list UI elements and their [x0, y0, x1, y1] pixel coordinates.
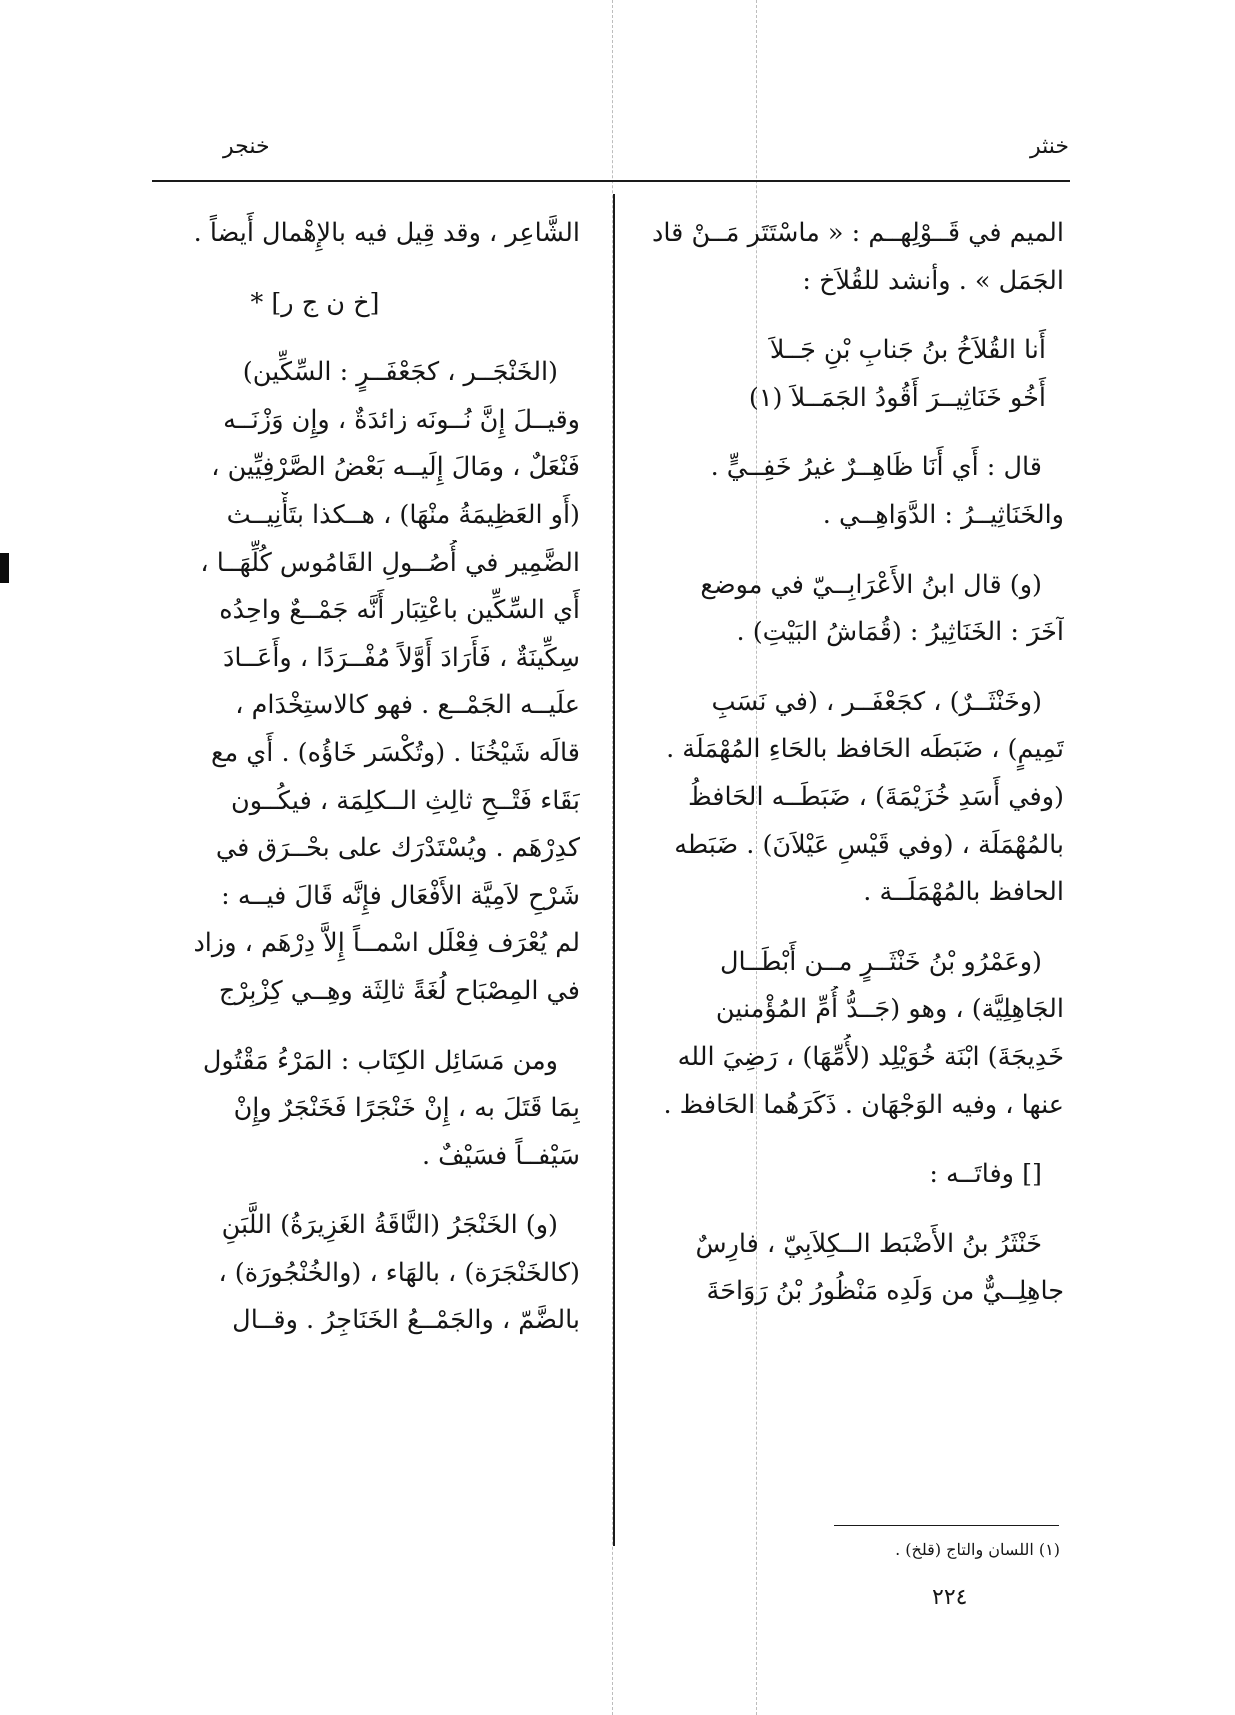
verse-line: أَنا القُلاَخُ بنُ جَنابِ بْنِ جَــلاَ [769, 335, 1046, 366]
column-divider [613, 194, 615, 1546]
paragraph-gap [140, 1016, 580, 1038]
verse-line: أَخُو خَنَاثِيــرَ أَقُودُ الجَمَــلاَ (١) [748, 382, 1046, 413]
text-line: علَيــه الجَمْــع . فهو كالاستِخْدَام ، [235, 690, 580, 721]
text-line: (و) قال ابنُ الأَعْرَابِــيّ في موضع [700, 569, 1042, 600]
text-line: قال : أَي أَنَا ظَاهِــرٌ غيرُ خَفِــيٍّ . [710, 452, 1042, 483]
left-column [140, 210, 580, 1345]
right-column [642, 210, 1064, 1316]
running-header-right: خنثر [1030, 134, 1070, 159]
text-line: شَرْحِ لاَمِيَّة الأَفْعَال فإِنَّه قَالَ فيــه : [221, 880, 580, 911]
text-line: بالضَّمّ ، والجَمْــعُ الخَنَاجِرُ . وقــال [232, 1305, 580, 1336]
text-line: لم يُعْرَف فِعْلَل اسْمــاً إِلاَّ دِرْهَم ، وزاد [193, 928, 580, 959]
text-line: الحافظ بالمُهْمَلَــة . [863, 877, 1064, 908]
text-line: (وخَنْثَــرٌ) ، كجَعْفَــر ، (في نَسَبِ [711, 686, 1042, 717]
text-line: آخَرَ : الخَنَاثِيرُ : (قُمَاشُ البَيْتِ) . [736, 617, 1064, 648]
text-line: (وعَمْرُو بْنُ خَنْثَــرٍ مــن أَبْطَــال [719, 946, 1042, 977]
text-line: سَيْفــاً فسَيْفٌ . [421, 1140, 580, 1171]
text-line: بالمُهْمَلَة ، (وفي قَيْسِ عَيْلاَنَ) . ضَبَطه [674, 829, 1064, 860]
text-line: فَنْعَلٌ ، ومَالَ إِلَيــه بَعْضُ الصَّرْفِيِّين ، [211, 452, 580, 483]
footnote-rule [834, 1525, 1059, 1526]
text-line: بِمَا قَتَلَ به ، إِنْ خَنْجَرًا فَخَنْجَرٌ وإِنْ [233, 1093, 580, 1124]
paragraph-gap [642, 540, 1064, 562]
footnote: (١) اللسان والتاج (قلخ) . [895, 1540, 1060, 1559]
text-line: (و) الخَنْجَرُ (النَّاقَةُ الغَزِيرَةُ) اللَّبَنِ [221, 1210, 558, 1241]
text-line: الجَمَل » . وأنشد للقُلاَخ : [802, 265, 1064, 296]
text-line: أَي السِّكِّين باعْتِبَار أَنَّه جَمْــعٌ واحِدُه [219, 595, 580, 626]
entry-heading: [خ ن ج ر] * [250, 287, 380, 318]
page-number: ٢٢٤ [932, 1585, 968, 1610]
text-line: بَقَاء فَتْــحِ ثالِثِ الــكلِمَة ، فيكُــون [230, 785, 580, 816]
paragraph-gap [642, 1199, 1064, 1221]
paragraph-gap [140, 327, 580, 349]
text-line: في المِصْبَاح لُغَةً ثالِثَة وهِــي كِزْبِرْج [218, 975, 580, 1006]
running-header-left: خنجر [223, 134, 270, 159]
text-line: [] وفاتَــه : [929, 1159, 1042, 1190]
paragraph-gap [642, 1129, 1064, 1151]
text-line: خَنْثَرُ بنُ الأَضْبَط الــكِلاَبِيّ ، فارِسٌ [695, 1228, 1042, 1259]
scan-edge-mark [0, 553, 9, 583]
text-line: الضَّمِير في أُصُــولِ القَامُوس كُلِّهَــا ، [200, 547, 580, 578]
header-rule [152, 180, 1070, 182]
paragraph-gap [642, 422, 1064, 444]
text-line: قالَه شَيْخُنَا . (وتُكْسَر خَاؤُه) . أَي مع [210, 737, 580, 768]
paragraph-gap [642, 305, 1064, 327]
paragraph-gap [642, 657, 1064, 679]
paragraph-gap [642, 917, 1064, 939]
text-line: ومن مَسَائِل الكِتَاب : المَرْءُ مَقْتُول [202, 1045, 558, 1076]
text-line: الميم في قَــوْلِهــم : « ماسْتَتَر مَــنْ قاد [652, 218, 1064, 248]
text-line: تَمِيمٍ) ، ضَبَطَه الحَافظ بالحَاءِ المُهْمَلَة . [666, 734, 1064, 765]
text-line: خَدِيجَةَ) ابْنَة خُوَيْلِد (لأُمِّهَا) ، رَضِيَ الله [677, 1041, 1064, 1072]
text-line: كدِرْهَم . ويُسْتَدْرَك على بحْــرَق في [215, 833, 580, 864]
text-line: عنها ، وفيه الوَجْهَان . ذَكَرَهُما الحَافظ . [663, 1089, 1064, 1120]
text-line: (كالخَنْجَرَة) ، بالهَاء ، (والخُنْجُورَة) ، [218, 1257, 580, 1288]
text-line: سِكِّينَةٌ ، فَأَرَادَ أَوَّلاً مُفْــرَدًا ، وأَعَــادَ [223, 642, 580, 673]
text-line: (أَو العَظِيمَةُ منْهَا) ، هــكذا بتَأْنِيــث [226, 499, 580, 530]
text-line: جاهِلِــيٌّ من وَلَدِه مَنْظُورُ بْنُ رَوَاحَةَ [706, 1276, 1064, 1307]
text-line: وقيــلَ إِنَّ نُــونَه زائدَةٌ ، وإِن وَزْنَــه [223, 404, 580, 435]
paragraph-gap [140, 258, 580, 280]
text-line: (الخَنْجَــر ، كجَعْفَــرٍ : السِّكِّين) [242, 357, 558, 388]
text-line: (وفي أَسَدِ خُزَيْمَةَ) ، ضَبَطَــه الحَافظُ [688, 781, 1064, 812]
text-line: الجَاهِلِيَّة) ، وهو (جَــدُّ أُمِّ المُؤْمنين [715, 994, 1064, 1025]
text-line: والخَنَاثِيــرُ : الدَّوَاهِــي . [822, 499, 1064, 530]
text-line: الشَّاعِر ، وقد قِيل فيه بالإِهْمال أَيضاً . [193, 218, 580, 248]
paragraph-gap [140, 1180, 580, 1202]
